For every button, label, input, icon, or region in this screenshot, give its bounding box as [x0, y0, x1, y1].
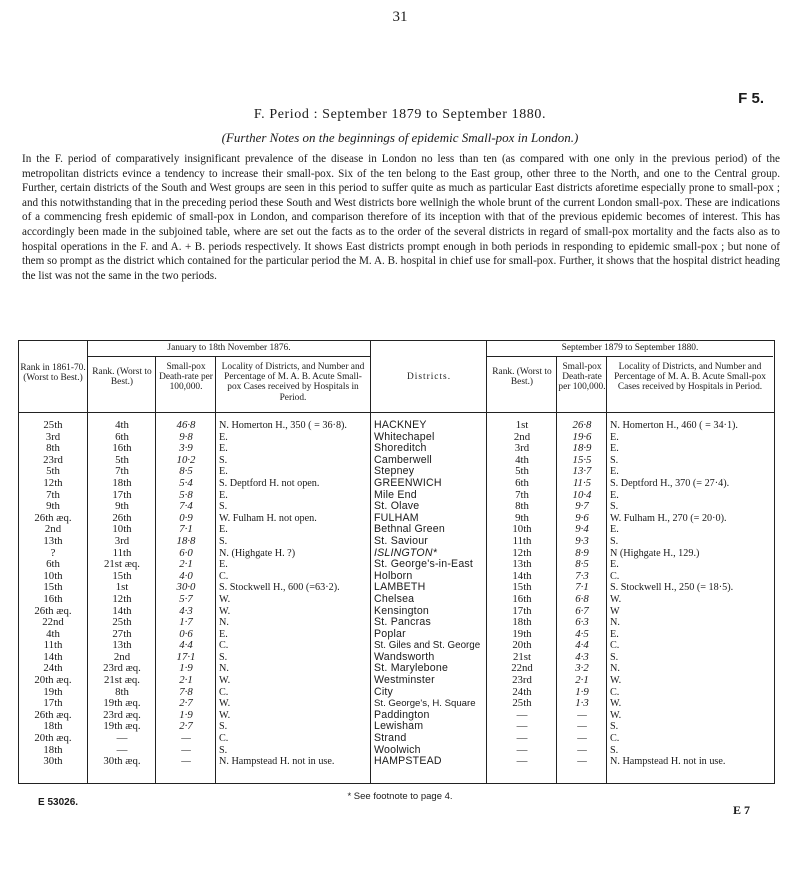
table-cell: N. Hampstead H. not in use. — [219, 756, 335, 768]
table-cell: — — [577, 755, 587, 768]
table-cell: 10th — [512, 523, 532, 536]
table-cell: W. — [219, 605, 231, 617]
table-cell: 1·9 — [179, 708, 193, 721]
table-cell: St. George's, H. Square — [374, 698, 476, 710]
table-cell: 1·9 — [179, 662, 193, 675]
table-cell: 10th — [112, 523, 132, 536]
table-cell: 3·9 — [179, 442, 193, 455]
table-cell: — — [577, 720, 587, 733]
table-cell: 7·8 — [179, 685, 193, 698]
table-cell: Woolwich — [374, 743, 421, 756]
table-cell: E. — [610, 466, 619, 478]
table-cell: N. Hampstead H. not in use. — [610, 756, 726, 768]
page-title: F. Period : September 1879 to September 1880. — [253, 107, 547, 122]
table-cell: S. — [610, 501, 619, 513]
table-cell: 14th — [43, 650, 63, 663]
table-cell: 26th æq. — [34, 604, 72, 617]
table-cell: 4·4 — [575, 639, 589, 652]
table-cell: N. Homerton H., 350 ( = 36·8). — [219, 420, 347, 431]
table-cell: 17th — [112, 488, 132, 501]
header-group-1879: September 1879 to September 1880. — [561, 343, 699, 353]
table-cell: W. — [610, 593, 622, 605]
header-locality-1879: Locality of Districts, and Number and Percentage of M. A. B. Acute Small-pox Cases received by Hospitals in Period. — [614, 362, 766, 393]
table-cell: 17th — [512, 604, 532, 617]
table-cell: 18th — [112, 476, 132, 489]
table-cell: W. — [610, 709, 622, 721]
table-cell: 9·3 — [575, 534, 589, 547]
table-cell: Bethnal Green — [374, 523, 445, 536]
table-cell: 8·9 — [575, 546, 589, 559]
table-cell: E. — [219, 443, 228, 455]
table-cell: 6th — [115, 430, 129, 443]
table-cell: GREENWICH — [374, 476, 442, 489]
table-cell: — — [516, 708, 528, 721]
table-cell: 24th — [512, 685, 532, 698]
table-cell: 23rd æq. — [103, 662, 141, 675]
table-cell: W. — [610, 675, 622, 687]
col-rank-1861 — [20, 420, 86, 768]
header-locality-1876: Locality of Districts, and Number and Percentage of M. A. B. Acute Small-pox Cases received by Hospitals in Period. — [221, 362, 365, 403]
table-cell: 22nd — [42, 616, 64, 629]
table-cell: Lewisham — [374, 720, 424, 733]
signature-mark: E 7 — [732, 803, 750, 817]
table-cell: 21st æq. — [104, 674, 140, 687]
table-cell: 12th — [112, 592, 132, 605]
table-cell: 3rd — [45, 430, 61, 443]
table-cell: 4·3 — [575, 650, 589, 663]
table-cell: 4·3 — [179, 604, 193, 617]
table-cell: E. — [219, 489, 228, 501]
table-cell: 16th — [112, 442, 132, 455]
col-districts — [374, 420, 485, 768]
table-cell: 13th — [43, 534, 63, 547]
table-cell: — — [181, 755, 191, 768]
table-cell: 18·8 — [176, 534, 196, 547]
table-cell: 12th — [512, 546, 532, 559]
table-cell: — — [516, 720, 528, 733]
table-cell: St. Giles and St. George — [374, 640, 481, 652]
table-cell: E. — [610, 443, 619, 455]
page-subtitle: (Further Notes on the beginnings of epidemic Small-pox in London.) — [221, 130, 579, 145]
table-cell: 9·7 — [575, 500, 589, 513]
table-cell: 14th — [112, 604, 132, 617]
table-cell: S. — [219, 454, 228, 466]
table-divider — [87, 340, 88, 783]
table-cell: Kensington — [374, 604, 430, 617]
table-cell: 7·1 — [575, 581, 589, 594]
print-code: E 53026. — [38, 797, 79, 808]
table-cell: 5th — [515, 465, 529, 478]
table-cell: 13th — [112, 639, 132, 652]
header-districts: Districts. — [406, 372, 452, 382]
table-cell: 5th — [46, 465, 60, 478]
table-cell: 46·8 — [176, 419, 196, 431]
table-cell: 5·4 — [179, 476, 193, 489]
header-rate-1876: Small-pox Death-rate per 100,000. — [159, 362, 213, 393]
table-cell: 1st — [115, 581, 129, 594]
table-cell: 8th — [46, 442, 60, 455]
table-cell: E. — [219, 559, 228, 571]
table-cell: C. — [219, 640, 229, 652]
table-cell: 24th — [43, 662, 63, 675]
table-cell: N. — [610, 617, 620, 629]
table-cell: LAMBETH — [374, 581, 426, 594]
table-cell: Holborn — [374, 569, 413, 582]
col-locality-1879 — [610, 420, 772, 768]
table-cell: 7·3 — [575, 569, 589, 582]
table-cell: 25th — [43, 419, 63, 431]
table-cell: City — [374, 685, 394, 698]
table-cell: E. — [219, 628, 228, 640]
table-cell: 6·3 — [575, 616, 589, 629]
table-cell: ISLINGTON* — [374, 546, 438, 559]
table-cell: 6·8 — [575, 592, 589, 605]
table-divider — [487, 356, 773, 357]
table-cell: 2·7 — [179, 720, 193, 733]
table-cell: 2·1 — [179, 674, 193, 687]
table-cell: — — [116, 743, 128, 756]
table-cell: 23rd æq. — [103, 708, 141, 721]
table-cell: S. — [219, 535, 228, 547]
table-cell: S. Deptford H. not open. — [219, 477, 320, 489]
table-cell: S. Stockwell H., 600 (=63·2). — [219, 582, 340, 594]
table-cell: W. — [219, 698, 231, 710]
table-cell: 11th — [512, 534, 532, 547]
table-cell: 2·7 — [179, 697, 193, 710]
table-cell: 3rd — [114, 534, 130, 547]
table-cell: 21st æq. — [104, 558, 140, 571]
table-cell: 22nd — [511, 662, 533, 675]
table-cell: 7·4 — [179, 500, 193, 513]
table-cell: 12th — [43, 476, 63, 489]
table-cell: St. George's-in-East — [374, 558, 474, 571]
header-rate-1879: Small-pox Death-rate per 100,000. — [558, 362, 606, 393]
table-cell: N. (Highgate H. ?) — [219, 547, 296, 559]
table-cell: 5·8 — [179, 488, 193, 501]
table-cell: — — [577, 732, 587, 745]
table-cell: W. — [219, 675, 231, 687]
table-cell: St. Pancras — [374, 616, 431, 629]
footnote: * See footnote to page 4. — [347, 791, 453, 802]
table-cell: 19th æq. — [103, 720, 141, 733]
table-cell: 7·1 — [179, 523, 193, 536]
table-cell: St. Saviour — [374, 534, 429, 547]
table-cell: 11·5 — [572, 476, 592, 489]
table-cell: C. — [219, 570, 229, 582]
table-cell: W. — [219, 593, 231, 605]
table-cell: 9·8 — [179, 430, 193, 443]
page-number: 31 — [392, 9, 408, 25]
table-cell: 2nd — [513, 430, 531, 443]
table-cell: E. — [610, 628, 619, 640]
table-cell: 18·9 — [572, 442, 592, 455]
table-cell: 25th — [112, 616, 132, 629]
table-cell: C. — [610, 570, 620, 582]
table-cell: — — [181, 732, 191, 745]
table-cell: 2nd — [44, 523, 62, 536]
table-cell: C. — [219, 686, 229, 698]
table-cell: 5·7 — [179, 592, 193, 605]
table-cell: C. — [219, 733, 229, 745]
table-cell: 20th — [512, 639, 532, 652]
table-cell: S. — [219, 501, 228, 513]
table-cell: Whitechapel — [374, 430, 435, 443]
table-cell: — — [181, 743, 191, 756]
table-cell: 23rd — [43, 453, 63, 466]
table-cell: — — [577, 743, 587, 756]
table-cell: 4·0 — [179, 569, 193, 582]
table-cell: 26th — [112, 511, 132, 524]
table-cell: 10·2 — [176, 453, 196, 466]
table-cell: S. — [610, 721, 619, 733]
table-cell: 26th æq. — [34, 511, 72, 524]
table-cell: Camberwell — [374, 453, 432, 466]
table-cell: 1st — [515, 419, 529, 431]
table-cell: 18th — [512, 616, 532, 629]
col-rank-1879 — [488, 420, 556, 768]
table-divider — [606, 356, 607, 783]
table-cell: 30·0 — [176, 581, 196, 594]
table-cell: 19th æq. — [103, 697, 141, 710]
table-cell: 23rd — [512, 674, 532, 687]
table-cell: S. Stockwell H., 250 (= 18·5). — [610, 582, 734, 594]
table-cell: S. — [610, 744, 619, 756]
table-cell: S. — [219, 651, 228, 663]
table-cell: 11th — [112, 546, 132, 559]
intro-paragraph: In the F. period of comparatively insignificant prevalence of the disease in London no less than ten (as compared with one only in the previous period) of the metropolitan districts evince a tendency to increase their small-pox. Six of the ten belong to the East group, other three to the North, and one to the Central group. Further, certain districts of the South and West groups are seen in this period to suffer quite as much as particular East districts aforetime especially prone to small-pox ; and this notwithstanding that in the preceding period these South and West districts bore wellnigh the whole brunt of the current London small-pox. These are indications of a commencing fresh epidemic of small-pox in London, and comparison therefore of its inception with that of the previous epidemic becomes of interest. This has accordingly been made in the subjoined table, where are set out the facts as to the order of the several districts in regard of small-pox mortality and the facts also as to hospital operations in the F. and A. + B. periods respectively. It shows East districts prompt enough in both periods in responding to epidemic small-pox ; but none of them so prompt as the district which contained for the particular period the M. A. B. hospital in chief use for small-pox. Further, it shows that the hospital district heading the list was not the same in the two periods. — [22, 153, 780, 282]
table-cell: S. — [610, 535, 619, 547]
table-cell: 6·7 — [575, 604, 589, 617]
table-cell: HAMPSTEAD — [374, 755, 442, 768]
table-cell: S. — [219, 744, 228, 756]
table-cell: 19th — [512, 627, 532, 640]
table-cell: 25th — [512, 697, 532, 710]
table-cell: 0·6 — [179, 627, 193, 640]
page-ref: F 5. — [738, 90, 764, 107]
table-cell: 14th — [512, 569, 532, 582]
table-divider — [556, 356, 557, 783]
table-cell: Shoreditch — [374, 442, 427, 455]
table-cell: W. — [219, 709, 231, 721]
table-cell: 4th — [46, 627, 60, 640]
header-rank-1861: Rank in 1861-70. (Worst to Best.) — [20, 363, 86, 384]
table-cell: 8th — [115, 685, 129, 698]
table-cell: S. — [610, 454, 619, 466]
col-locality-1876 — [219, 420, 369, 768]
col-rate-1879 — [558, 420, 606, 768]
table-divider — [215, 356, 216, 783]
table-divider — [370, 340, 371, 783]
table-cell: 7th — [515, 488, 529, 501]
table-cell: 15·5 — [572, 453, 592, 466]
table-cell: E. — [219, 431, 228, 443]
table-cell: 20th æq. — [34, 732, 72, 745]
table-cell: C. — [610, 733, 620, 745]
table-cell: Poplar — [374, 627, 406, 640]
table-cell: S. Deptford H., 370 (= 27·4). — [610, 477, 730, 489]
table-cell: 2nd — [113, 650, 131, 663]
table-divider — [18, 412, 774, 413]
table-cell: 6th — [515, 476, 529, 489]
table-cell: 4·5 — [575, 627, 589, 640]
table-cell: 9·4 — [575, 523, 589, 536]
col-rank-1876 — [89, 420, 155, 768]
table-cell: 0·9 — [179, 511, 193, 524]
table-cell: 21st — [513, 650, 531, 663]
table-cell: 9th — [46, 500, 60, 513]
table-cell: 10th — [43, 569, 63, 582]
table-cell: 15th — [43, 581, 63, 594]
table-cell: 17·1 — [176, 650, 196, 663]
header-group-1876: January to 18th November 1876. — [167, 343, 291, 353]
table-cell: 15th — [112, 569, 132, 582]
table-cell: N. — [219, 617, 229, 629]
table-cell: W. Fulham H., 270 (= 20·0). — [610, 512, 727, 524]
table-cell: 6th — [46, 558, 60, 571]
table-cell: 30th — [43, 755, 63, 768]
table-cell: E. — [219, 466, 228, 478]
table-divider — [88, 356, 370, 357]
table-cell: 8·5 — [179, 465, 193, 478]
table-cell: C. — [610, 640, 620, 652]
table-cell: 9·6 — [575, 511, 589, 524]
table-cell: Paddington — [374, 708, 430, 721]
table-cell: 26th æq. — [34, 708, 72, 721]
table-cell: 19·6 — [572, 430, 592, 443]
table-cell: E. — [610, 431, 619, 443]
table-cell: — — [516, 755, 528, 768]
table-cell: 3·2 — [575, 662, 589, 675]
table-cell: 9th — [515, 511, 529, 524]
table-cell: — — [516, 732, 528, 745]
table-cell: W. Fulham H. not open. — [219, 512, 317, 524]
table-cell: S. — [610, 651, 619, 663]
table-cell: 4th — [115, 419, 129, 431]
table-cell: C. — [610, 686, 620, 698]
col-rate-1876 — [157, 420, 215, 768]
table-cell: 20th æq. — [34, 674, 72, 687]
header-rank-1876: Rank. (Worst to Best.) — [92, 367, 152, 388]
table-cell: N. Homerton H., 460 ( = 34·1). — [610, 420, 738, 431]
table-cell: HACKNEY — [374, 419, 427, 431]
table-cell: St. Marylebone — [374, 662, 449, 675]
table-cell: FULHAM — [374, 511, 419, 524]
table-cell: 1·9 — [575, 685, 589, 698]
table-cell: E. — [610, 524, 619, 536]
table-cell: 6·0 — [179, 546, 193, 559]
table-divider — [155, 356, 156, 783]
table-cell: — — [577, 708, 587, 721]
table-cell: 7th — [115, 465, 129, 478]
table-cell: 27th — [112, 627, 132, 640]
table-cell: Westminster — [374, 674, 435, 687]
table-cell: 4th — [515, 453, 529, 466]
table-cell: S. — [219, 721, 228, 733]
table-cell: 11th — [43, 639, 63, 652]
table-divider — [486, 340, 487, 783]
table-cell: 5th — [115, 453, 129, 466]
table-cell: 8th — [515, 500, 529, 513]
table-cell: W. — [610, 698, 622, 710]
table-cell: N. — [219, 663, 229, 675]
table-cell: 16th — [512, 592, 532, 605]
table-cell: 2·1 — [179, 558, 193, 571]
header-rank-1879: Rank. (Worst to Best.) — [492, 367, 552, 388]
table-cell: 3rd — [514, 442, 530, 455]
table-cell: E. — [610, 559, 619, 571]
table-cell: E. — [610, 489, 619, 501]
table-cell: Chelsea — [374, 592, 415, 605]
table-cell: 13·7 — [572, 465, 592, 478]
table-cell: W — [610, 605, 620, 617]
table-cell: 18th — [43, 743, 63, 756]
table-cell: 10·4 — [572, 488, 592, 501]
table-cell: 26·8 — [572, 419, 592, 431]
table-cell: 1·7 — [179, 616, 193, 629]
table-cell: Strand — [374, 732, 407, 745]
table-cell: 1·3 — [575, 697, 589, 710]
table-cell: 9th — [115, 500, 129, 513]
table-cell: 18th — [43, 720, 63, 733]
table-cell: 15th — [512, 581, 532, 594]
table-cell: 4·4 — [179, 639, 193, 652]
table-cell: — — [516, 743, 528, 756]
table-cell: 2·1 — [575, 674, 589, 687]
table-cell: 7th — [46, 488, 60, 501]
table-cell: 16th — [43, 592, 63, 605]
table-cell: 17th — [43, 697, 63, 710]
table-cell: — — [116, 732, 128, 745]
table-cell: N (Highgate H., 129.) — [610, 547, 700, 559]
table-cell: St. Olave — [374, 500, 420, 513]
table-cell: 19th — [43, 685, 63, 698]
table-cell: Wandsworth — [374, 650, 435, 663]
table-cell: 8·5 — [575, 558, 589, 571]
table-cell: 30th æq. — [103, 755, 141, 768]
table-cell: E. — [219, 524, 228, 536]
table-cell: N. — [610, 663, 620, 675]
table-cell: Stepney — [374, 465, 415, 478]
table-cell: ? — [50, 546, 56, 559]
table-cell: Mile End — [374, 488, 417, 501]
table-cell: 13th — [512, 558, 532, 571]
